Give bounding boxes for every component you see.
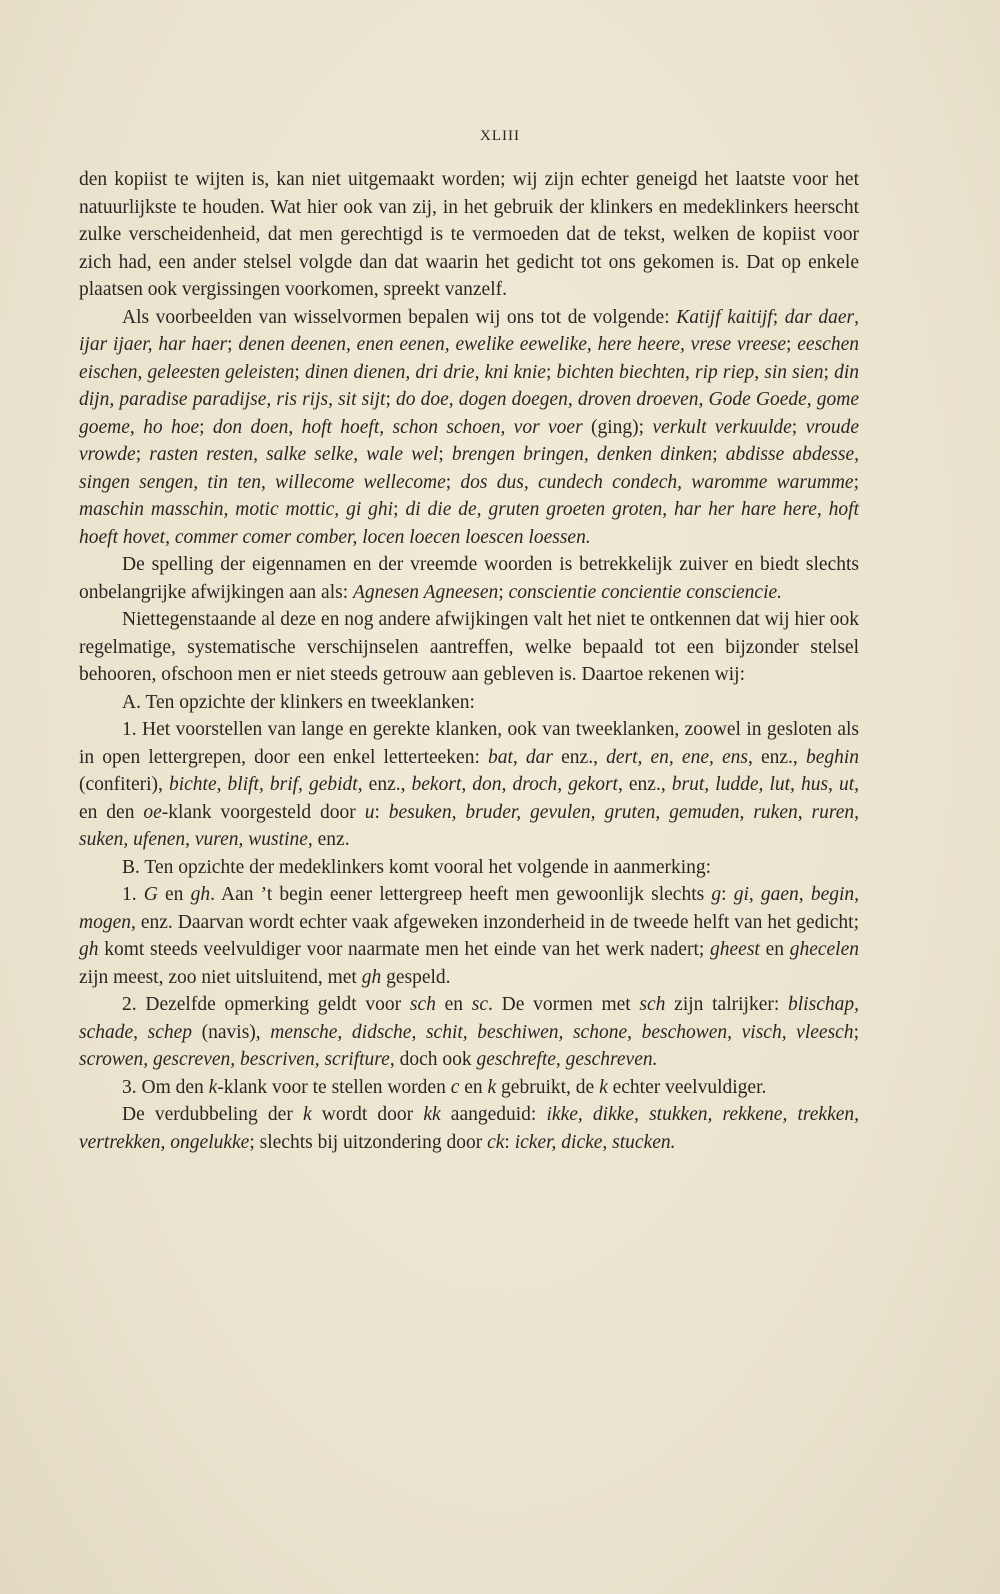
text-run: ; bbox=[498, 581, 509, 603]
italic-run: bichten biechten, rip riep, sin sien bbox=[556, 361, 824, 383]
text-run: , enz. bbox=[307, 829, 350, 850]
text-run: : bbox=[374, 801, 389, 823]
italic-run: abdisse abdesse, singen sengen, tin ten, willecome wellecome bbox=[79, 444, 859, 493]
text-run: gespeld. bbox=[381, 966, 451, 988]
italic-run: dar daer bbox=[784, 306, 855, 328]
italic-run: don doen, hoft hoeft, schon schoen, vor voer bbox=[212, 416, 583, 438]
italic-run: dos dus, cundech condech, waromme warumme bbox=[460, 471, 854, 493]
section-heading-a bbox=[79, 689, 859, 717]
italic-run: eeschen eischen, geleesten geleisten bbox=[79, 334, 859, 383]
text-run: . Aan ’t begin eener lettergreep heeft men gewoonlijk slechts bbox=[210, 884, 712, 905]
paragraph-b2 bbox=[79, 991, 859, 1074]
text-run: ; bbox=[712, 444, 726, 465]
italic-run: ikke, dikke, stukken, rekkene, trekken, vertrekken, ongelukke bbox=[79, 1104, 859, 1153]
italic-run: mensche, didsche, schit, beschiwen, schone, beschowen, visch, vleesch bbox=[270, 1021, 854, 1043]
text-run: (confiteri), bbox=[79, 774, 169, 795]
italic-run: denen deenen, enen eenen, ewelike eewelike, here heere, vrese vreese bbox=[238, 334, 787, 355]
italic-run: g bbox=[711, 884, 722, 905]
italic-run: gh bbox=[79, 939, 99, 960]
italic-run: k bbox=[487, 1076, 497, 1098]
text-run: ; bbox=[853, 471, 859, 493]
text-run: De verdubbeling der bbox=[122, 1104, 303, 1125]
italic-run: di die de, gruten groeten groten, har her hare here, hoft hoeft hovet, commer comer comber, locen loecen loescen loessen. bbox=[79, 499, 859, 548]
italic-run: conscientie concientie consciencie. bbox=[508, 581, 783, 603]
text-run: ; bbox=[823, 361, 835, 383]
italic-run: sch bbox=[409, 994, 436, 1015]
text-run: en bbox=[157, 884, 191, 905]
paragraph-regularities bbox=[79, 606, 859, 689]
italic-run: ck bbox=[487, 1131, 505, 1153]
italic-run: rasten resten, salke selke, wale wel bbox=[149, 444, 439, 465]
text-run: Als voorbeelden van wisselvormen bepalen wij ons tot de volgende: bbox=[122, 306, 677, 328]
text-run: ; bbox=[294, 361, 305, 383]
italic-run: sc bbox=[471, 994, 489, 1015]
text-run: 1. Het voorstellen van lange en gerekte klanken, ook van tweeklanken, zoowel in gesloten als in open lettergrepen, door een enkel letterteeken: bbox=[79, 719, 859, 768]
text-run: , enz., bbox=[617, 774, 672, 795]
italic-run: dert, en, ene, ens bbox=[606, 746, 748, 768]
text-run: ; bbox=[199, 416, 213, 438]
italic-run: ijar ijaer, har haer bbox=[79, 334, 228, 355]
italic-run: brut, ludde, lut, hus, ut bbox=[671, 774, 855, 795]
italic-run: icker, dicke, stucken. bbox=[514, 1131, 676, 1153]
italic-run: dinen dienen, dri drie, kni knie bbox=[304, 361, 546, 383]
text-run: , enz. Daarvan wordt echter vaak afgeweken inzonderheid in de tweede helft van het gedicht; bbox=[131, 911, 859, 933]
text-run: De spelling der eigennamen en der vreemde woorden is betrekkelijk zuiver en biedt slechts onbelangrijke afwijkingen aan als: bbox=[79, 554, 859, 603]
text-run: en bbox=[435, 994, 472, 1015]
italic-run: u bbox=[364, 801, 375, 823]
text-run: ; bbox=[438, 444, 452, 465]
text-run: ; bbox=[445, 471, 461, 493]
text-run: ; bbox=[791, 416, 806, 438]
italic-run: beghin bbox=[805, 746, 860, 768]
italic-run: brengen bringen, denken dinken bbox=[451, 444, 713, 465]
text-run: 1. bbox=[122, 884, 144, 905]
text-run: ; slechts bij uitzondering door bbox=[249, 1131, 488, 1153]
italic-run: gh bbox=[190, 884, 211, 905]
italic-run: maschin masschin, motic mottic, gi ghi bbox=[79, 499, 394, 520]
text-run: , en den bbox=[79, 774, 860, 823]
italic-run: vroude vrowde bbox=[79, 416, 859, 465]
text-run: ; bbox=[853, 1021, 859, 1043]
paragraph-b3 bbox=[79, 1074, 859, 1102]
italic-run: bekort, don, droch, gekort bbox=[411, 774, 618, 795]
text-run: zijn talrijker: bbox=[665, 994, 789, 1015]
text-run: 3. Om den bbox=[122, 1076, 209, 1098]
italic-run: ghecelen bbox=[789, 939, 859, 960]
text-run: ; bbox=[135, 444, 150, 465]
italic-run: sch bbox=[639, 994, 666, 1015]
text-run: . De vormen met bbox=[488, 994, 640, 1015]
italic-run: gi, gaen, begin, mogen bbox=[79, 884, 860, 933]
text-run: : bbox=[721, 884, 734, 905]
italic-run: oe bbox=[143, 801, 162, 823]
text-run: ; bbox=[227, 334, 239, 355]
text-run: aangeduid: bbox=[440, 1104, 547, 1125]
italic-run: blischap, schade, schep bbox=[79, 994, 859, 1043]
text-run: en bbox=[459, 1076, 488, 1098]
page-number: XLIII bbox=[480, 128, 520, 144]
italic-run: bichte, blift, brif, gebidt bbox=[168, 774, 358, 795]
text-run: enz., bbox=[553, 746, 607, 768]
text-run: ; bbox=[786, 334, 798, 355]
text-run: komt steeds veelvuldiger voor naarmate men het einde van het werk nadert; bbox=[98, 939, 711, 960]
paragraph-intro bbox=[79, 166, 859, 304]
italic-run: kk bbox=[423, 1104, 441, 1125]
text-run: ; bbox=[385, 389, 397, 410]
italic-run: k bbox=[302, 1104, 312, 1125]
text-run: : bbox=[504, 1131, 515, 1153]
text-run: ; bbox=[393, 499, 406, 520]
text-run: -klank voorgesteld door bbox=[161, 801, 365, 823]
paragraph-proper-names bbox=[79, 551, 859, 606]
text-run: den kopiist te wijten is, kan niet uitgemaakt worden; wij zijn echter geneigd het laatste voor het natuurlijkste te houden. Wat hier ook van zij, in het gebruik der klinkers en medeklinkers heerscht zulke verscheidenheid, dat men gerechtigd is te vermoeden dat de tekst, welken de kopiist voor zich had, een ander stelsel volgde dan dat waarin het gedicht tot ons gekomen is. Dat op enkele plaatsen ook vergissingen voorkomen, spreekt vanzelf. bbox=[79, 169, 859, 300]
text-run: gebruikt, de bbox=[496, 1076, 600, 1098]
text-run: wordt door bbox=[311, 1104, 424, 1125]
italic-run: G bbox=[143, 884, 158, 905]
text-run: , enz., bbox=[357, 774, 412, 795]
paragraph-a1 bbox=[79, 716, 859, 854]
text-run: zijn meest, zoo niet uitsluitend, met bbox=[79, 966, 362, 988]
text-run: Niettegenstaande al deze en nog andere afwijkingen valt het niet te ontkennen dat wij hier ook regelmatige, systematische verschijnselen aantreffen, welke bepaald tot een bijzonder stelsel behooren, ofschoon men er niet steeds getrouw aan gebleven is. Daartoe rekenen wij: bbox=[79, 609, 859, 685]
italic-run: geschrefte, geschreven. bbox=[476, 1049, 658, 1070]
text-run: , enz., bbox=[747, 746, 806, 768]
paragraph-b1 bbox=[79, 881, 859, 991]
text-run: -klank voor te stellen worden bbox=[217, 1076, 451, 1098]
text-run: (navis), bbox=[192, 1021, 271, 1043]
italic-run: do doe, dogen doegen, droven droeven, Gode Goede, gome goeme, ho hoe bbox=[79, 389, 859, 438]
italic-run: verkult verkuulde bbox=[652, 416, 792, 438]
paragraph-examples bbox=[79, 304, 859, 552]
italic-run: besuken, bruder, gevulen, gruten, gemuden, ruken, ruren, suken, ufenen, vuren, wustine bbox=[79, 801, 859, 850]
italic-run: k bbox=[599, 1076, 608, 1098]
text-run: A. Ten opzichte der klinkers en tweeklanken: bbox=[122, 691, 475, 713]
italic-run: Katijf kaitijf bbox=[676, 306, 773, 328]
italic-run: gh bbox=[361, 966, 382, 988]
text-run: , bbox=[854, 306, 860, 328]
text-run: (ging); bbox=[582, 416, 653, 438]
paragraph-k-doubling bbox=[79, 1101, 859, 1156]
italic-run: gheest bbox=[710, 939, 760, 960]
text-run: ; bbox=[545, 361, 557, 383]
text-run: en bbox=[759, 939, 790, 960]
body-text bbox=[79, 166, 859, 1156]
text-run: ; bbox=[772, 306, 785, 328]
text-run: echter veelvuldiger. bbox=[607, 1076, 767, 1098]
italic-run: bat, dar bbox=[488, 746, 554, 768]
italic-run: din dijn, paradise paradijse, ris rijs, sit sijt bbox=[79, 361, 859, 410]
text-run: B. Ten opzichte der medeklinkers komt vooral het volgende in aanmerking: bbox=[122, 856, 712, 878]
text-run: 2. Dezelfde opmerking geldt voor bbox=[122, 994, 410, 1015]
italic-run: scrowen, gescreven, bescriven, scrifture bbox=[79, 1049, 390, 1070]
italic-run: k bbox=[208, 1076, 218, 1098]
text-run: , doch ook bbox=[389, 1049, 477, 1070]
italic-run: c bbox=[450, 1076, 460, 1098]
italic-run: Agnesen Agneesen bbox=[353, 581, 499, 603]
section-heading-b bbox=[79, 854, 859, 882]
